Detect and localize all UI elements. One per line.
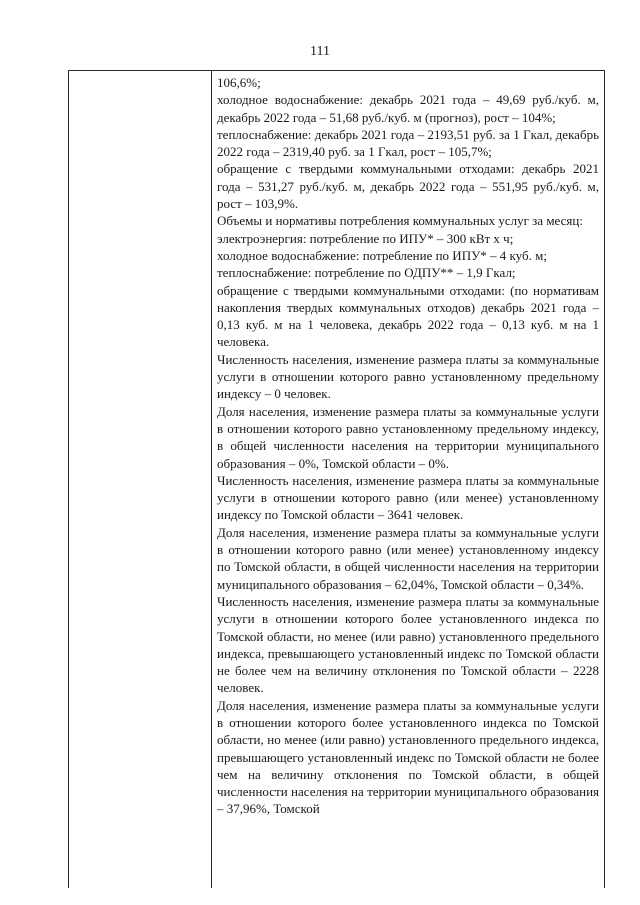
paragraph-heating: теплоснабжение: декабрь 2021 года – 2193,51 руб. за 1 Гкал, декабрь 2022 года – 2319,40 руб. за 1 Гкал, рост – 105,7%; [217, 126, 599, 160]
paragraph-heating-consumption: теплоснабжение: потребление по ОДПУ** – 1,9 Гкал; [217, 265, 516, 281]
paragraph-electricity-consumption: электроэнергия: потребление по ИПУ* – 300 кВт х ч; [217, 230, 514, 246]
paragraph-share-equal-limit: Доля населения, изменение размера платы за коммунальные услуги в отношении которого равно установленному предельному индексу, в общей численности населения на территории муниципального образования – 0%, Томской области – 0%. [217, 403, 599, 471]
paragraph-waste-norms: обращение с твердыми коммунальными отходами: (по нормативам накопления твердых коммунальных отходов) декабрь 2021 года – 0,13 куб. м на 1 человека, декабрь 2022 года – 0,13 куб. м на 1 человека. [217, 282, 599, 350]
paragraph-solid-waste: обращение с твердыми коммунальными отходами: декабрь 2021 года – 531,27 руб./куб. м, декабрь 2022 года – 551,95 руб./куб. м, рост – 103,9%. [217, 161, 599, 212]
page-number: 111 [310, 44, 330, 59]
paragraph-cold-water-consumption: холодное водоснабжение: потребление по ИПУ* – 4 куб. м; [217, 247, 547, 263]
table-right-cell [217, 74, 599, 818]
document-table [68, 70, 605, 888]
paragraph-percent-carryover: 106,6%; [217, 75, 261, 90]
paragraph-cold-water: холодное водоснабжение: декабрь 2021 года – 49,69 руб./куб. м, декабрь 2022 года – 51,68 руб./куб. м (прогноз), рост – 104%; [217, 92, 599, 125]
paragraph-volumes-heading: Объемы и нормативы потребления коммунальных услуг за месяц: [217, 213, 583, 229]
paragraph-share-below-index: Доля населения, изменение размера платы за коммунальные услуги в отношении которого равно (или менее) установленному индексу по Томской области, в общей численности населения на территории муниципального образования – 62,04%, Томской области – 0,34%. [217, 524, 599, 592]
table-left-cell [69, 71, 212, 888]
paragraph-population-above-index: Численность населения, изменение размера платы за коммунальные услуги в отношении которого более установленного индекса по Томской области, но менее (или равно) установленного предельного индекса, превышающего установленный индекс по Томской области не более чем на величину отклонения по Томской области – 2228 человек. [217, 593, 599, 696]
paragraph-population-below-index: Численность населения, изменение размера платы за коммунальные услуги в отношении которого равно (или менее) установленному индексу по Томской области – 3641 человек. [217, 472, 599, 523]
paragraph-share-above-index: Доля населения, изменение размера платы за коммунальные услуги в отношении которого более установленного индекса по Томской области, но менее (или равно) установленного предельного индекса, превышающего установленный индекс по Томской области не более чем на величину отклонения по Томской области, в общей численности населения на территории муниципального образования – 37,96%, Томской [217, 697, 599, 817]
paragraph-population-equal-limit: Численность населения, изменение размера платы за коммунальные услуги в отношении которого равно установленному предельному индексу – 0 человек. [217, 351, 599, 402]
